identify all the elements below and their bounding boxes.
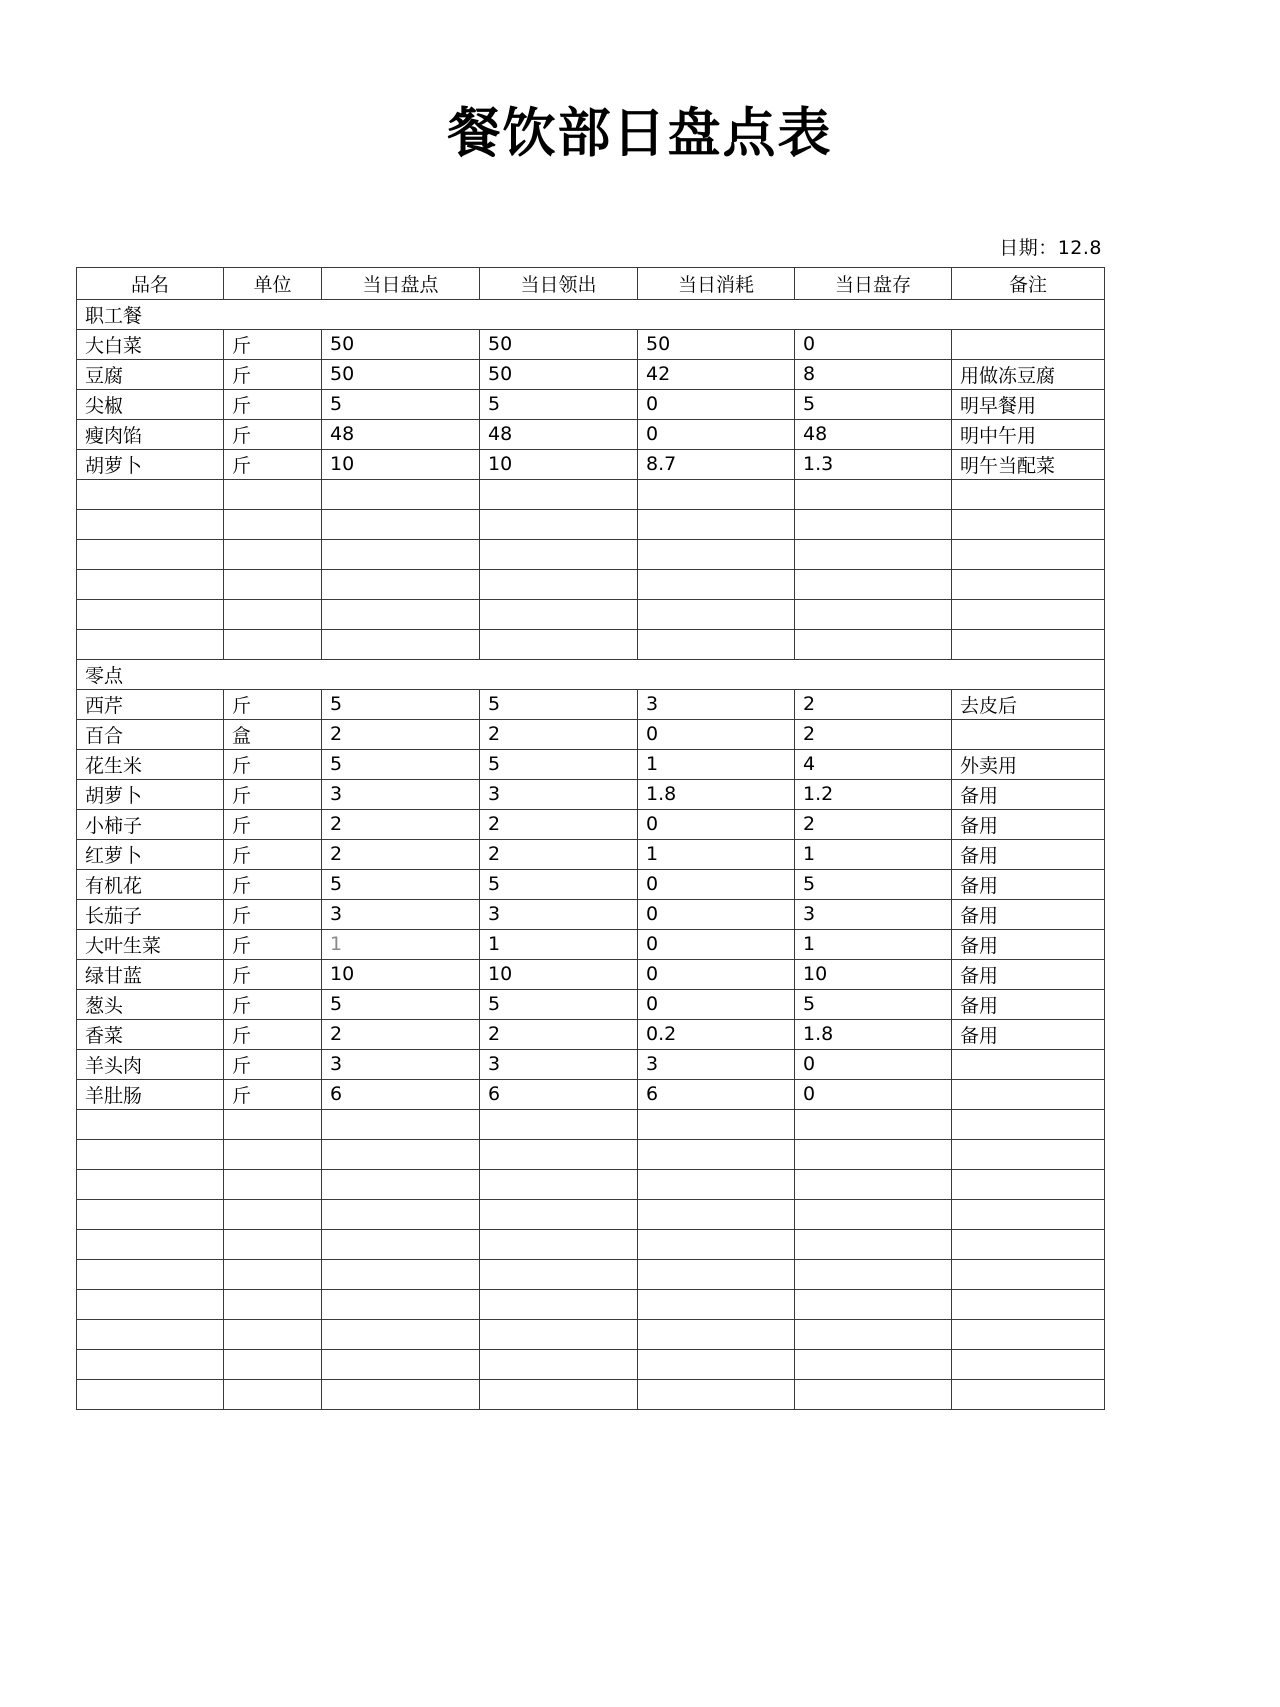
cell-empty-name [77,1259,224,1289]
table-row [77,389,1105,419]
cell-stock: 1 [795,839,952,869]
cell-empty-unit [224,1139,322,1169]
cell-empty-count [322,569,480,599]
cell-name: 葱头 [77,989,224,1019]
cell-empty-unit [224,629,322,659]
cell-empty-count [322,599,480,629]
table-row [77,1079,1105,1109]
cell-issued: 5 [480,989,638,1019]
cell-issued: 48 [480,419,638,449]
cell-empty-unit [224,599,322,629]
cell-unit: 斤 [224,419,322,449]
cell-unit: 斤 [224,989,322,1019]
section-title: 职工餐 [77,299,1105,329]
cell-empty-stock [795,569,952,599]
cell-empty-count [322,479,480,509]
cell-unit: 盒 [224,719,322,749]
table-row-empty [77,1349,1105,1379]
cell-empty-count [322,1139,480,1169]
table-row-empty [77,1229,1105,1259]
cell-empty-issued [480,479,638,509]
cell-empty-stock [795,1229,952,1259]
cell-empty-consumed [638,1199,795,1229]
cell-issued: 5 [480,389,638,419]
cell-count: 3 [322,899,480,929]
inventory-table [76,267,1105,1410]
cell-name: 长茄子 [77,899,224,929]
cell-count: 2 [322,1019,480,1049]
cell-note: 用做冻豆腐 [952,359,1105,389]
cell-empty-note [952,509,1105,539]
cell-empty-issued [480,1379,638,1409]
cell-stock: 10 [795,959,952,989]
cell-empty-stock [795,539,952,569]
cell-empty-count [322,539,480,569]
cell-count: 5 [322,749,480,779]
cell-issued: 10 [480,449,638,479]
cell-stock: 2 [795,689,952,719]
cell-consumed: 0.2 [638,1019,795,1049]
cell-note: 备用 [952,779,1105,809]
table-row [77,1019,1105,1049]
cell-note: 备用 [952,989,1105,1019]
section-title: 零点 [77,659,1105,689]
cell-count: 5 [322,389,480,419]
cell-empty-consumed [638,1139,795,1169]
cell-empty-consumed [638,1289,795,1319]
cell-count: 5 [322,989,480,1019]
table-row-empty [77,1319,1105,1349]
cell-count: 2 [322,839,480,869]
cell-note: 明中午用 [952,419,1105,449]
cell-unit: 斤 [224,449,322,479]
cell-empty-name [77,1379,224,1409]
cell-stock: 3 [795,899,952,929]
cell-empty-note [952,1379,1105,1409]
cell-empty-name [77,1349,224,1379]
cell-empty-name [77,539,224,569]
cell-issued: 5 [480,749,638,779]
cell-name: 有机花 [77,869,224,899]
cell-count: 50 [322,329,480,359]
cell-empty-stock [795,1259,952,1289]
cell-empty-stock [795,1379,952,1409]
cell-name: 香菜 [77,1019,224,1049]
table-row [77,869,1105,899]
cell-empty-issued [480,1319,638,1349]
table-row-empty [77,569,1105,599]
cell-stock: 2 [795,809,952,839]
cell-empty-name [77,629,224,659]
cell-unit: 斤 [224,1079,322,1109]
cell-issued: 3 [480,1049,638,1079]
cell-consumed: 1.8 [638,779,795,809]
cell-empty-note [952,569,1105,599]
cell-consumed: 3 [638,1049,795,1079]
cell-note: 备用 [952,899,1105,929]
cell-name: 花生米 [77,749,224,779]
cell-count: 5 [322,689,480,719]
cell-name: 豆腐 [77,359,224,389]
cell-empty-issued [480,629,638,659]
table-row-empty [77,539,1105,569]
cell-unit: 斤 [224,1049,322,1079]
cell-empty-unit [224,509,322,539]
cell-consumed: 50 [638,329,795,359]
cell-empty-issued [480,539,638,569]
cell-consumed: 42 [638,359,795,389]
cell-empty-stock [795,1199,952,1229]
cell-empty-consumed [638,599,795,629]
table-row [77,959,1105,989]
cell-issued: 5 [480,689,638,719]
cell-count: 2 [322,809,480,839]
cell-note: 去皮后 [952,689,1105,719]
table-row-empty [77,509,1105,539]
cell-empty-issued [480,1349,638,1379]
cell-unit: 斤 [224,359,322,389]
cell-empty-unit [224,1379,322,1409]
table-row [77,749,1105,779]
cell-stock: 1.8 [795,1019,952,1049]
cell-issued: 2 [480,1019,638,1049]
table-row [77,359,1105,389]
cell-name: 胡萝卜 [77,779,224,809]
cell-empty-name [77,599,224,629]
cell-consumed: 0 [638,899,795,929]
cell-empty-consumed [638,1349,795,1379]
table-row [77,1049,1105,1079]
table-row-empty [77,1109,1105,1139]
cell-empty-count [322,1109,480,1139]
cell-consumed: 6 [638,1079,795,1109]
cell-consumed: 1 [638,839,795,869]
cell-count: 5 [322,869,480,899]
cell-empty-stock [795,629,952,659]
cell-empty-issued [480,1229,638,1259]
cell-issued: 50 [480,359,638,389]
cell-stock: 0 [795,1079,952,1109]
cell-empty-name [77,1319,224,1349]
table-row-empty [77,629,1105,659]
table-header-row [77,267,1105,299]
cell-stock: 1 [795,929,952,959]
date-line [0,233,1280,260]
cell-issued: 10 [480,959,638,989]
table-row [77,449,1105,479]
cell-empty-note [952,629,1105,659]
cell-empty-name [77,1229,224,1259]
cell-note: 备用 [952,959,1105,989]
cell-count: 50 [322,359,480,389]
page-title: 餐饮部日盘点表 [447,103,833,164]
cell-stock: 5 [795,989,952,1019]
cell-count: 3 [322,779,480,809]
cell-empty-consumed [638,1109,795,1139]
cell-empty-count [322,1379,480,1409]
cell-empty-note [952,1319,1105,1349]
cell-empty-consumed [638,1319,795,1349]
cell-empty-stock [795,1169,952,1199]
cell-empty-name [77,569,224,599]
cell-note: 备用 [952,1019,1105,1049]
column-header-consumed: 当日消耗 [638,267,795,299]
cell-empty-consumed [638,1169,795,1199]
cell-stock: 1.3 [795,449,952,479]
cell-issued: 2 [480,719,638,749]
cell-unit: 斤 [224,779,322,809]
cell-empty-consumed [638,479,795,509]
table-row-empty [77,1139,1105,1169]
cell-issued: 5 [480,869,638,899]
table-row [77,809,1105,839]
cell-unit: 斤 [224,929,322,959]
cell-empty-consumed [638,1379,795,1409]
cell-name: 西芹 [77,689,224,719]
inventory-table-wrapper [0,267,1280,1410]
cell-empty-note [952,539,1105,569]
cell-count: 6 [322,1079,480,1109]
cell-empty-name [77,1169,224,1199]
cell-name: 大白菜 [77,329,224,359]
cell-count: 10 [322,959,480,989]
cell-name: 羊肚肠 [77,1079,224,1109]
cell-consumed: 3 [638,689,795,719]
cell-empty-note [952,1109,1105,1139]
cell-empty-consumed [638,509,795,539]
cell-unit: 斤 [224,809,322,839]
cell-name: 羊头肉 [77,1049,224,1079]
section-header-row [77,299,1105,329]
table-row [77,779,1105,809]
cell-empty-stock [795,509,952,539]
table-header [77,267,1105,299]
cell-empty-note [952,1199,1105,1229]
cell-empty-name [77,1199,224,1229]
table-row [77,689,1105,719]
cell-empty-issued [480,1169,638,1199]
cell-empty-issued [480,1199,638,1229]
cell-note: 明午当配菜 [952,449,1105,479]
cell-empty-note [952,1229,1105,1259]
cell-stock: 5 [795,389,952,419]
table-row [77,719,1105,749]
cell-empty-count [322,1259,480,1289]
cell-empty-stock [795,479,952,509]
cell-empty-count [322,509,480,539]
cell-empty-count [322,1169,480,1199]
column-header-issued: 当日领出 [480,267,638,299]
cell-empty-unit [224,539,322,569]
cell-issued: 2 [480,809,638,839]
column-header-note: 备注 [952,267,1105,299]
cell-count: 10 [322,449,480,479]
cell-unit: 斤 [224,959,322,989]
cell-empty-unit [224,569,322,599]
cell-empty-stock [795,1319,952,1349]
section-header-row [77,659,1105,689]
cell-stock: 1.2 [795,779,952,809]
cell-consumed: 8.7 [638,449,795,479]
cell-unit: 斤 [224,1019,322,1049]
column-header-name: 品名 [77,267,224,299]
table-row [77,329,1105,359]
cell-name: 绿甘蓝 [77,959,224,989]
cell-stock: 0 [795,329,952,359]
cell-consumed: 0 [638,389,795,419]
cell-note: 备用 [952,869,1105,899]
table-row-empty [77,1379,1105,1409]
cell-empty-stock [795,1289,952,1319]
cell-empty-unit [224,1199,322,1229]
cell-name: 小柿子 [77,809,224,839]
cell-stock: 4 [795,749,952,779]
cell-empty-unit [224,479,322,509]
cell-empty-count [322,1289,480,1319]
column-header-unit: 单位 [224,267,322,299]
cell-count: 3 [322,1049,480,1079]
column-header-count: 当日盘点 [322,267,480,299]
cell-empty-unit [224,1349,322,1379]
cell-note [952,1079,1105,1109]
cell-consumed: 0 [638,809,795,839]
cell-issued: 3 [480,899,638,929]
cell-empty-consumed [638,1229,795,1259]
cell-issued: 1 [480,929,638,959]
cell-unit: 斤 [224,329,322,359]
cell-empty-note [952,1169,1105,1199]
cell-consumed: 0 [638,869,795,899]
cell-name: 尖椒 [77,389,224,419]
cell-name: 大叶生菜 [77,929,224,959]
cell-count: 2 [322,719,480,749]
cell-empty-count [322,1349,480,1379]
cell-name: 红萝卜 [77,839,224,869]
cell-empty-note [952,1289,1105,1319]
cell-count: 48 [322,419,480,449]
table-row [77,899,1105,929]
cell-empty-count [322,1199,480,1229]
cell-empty-consumed [638,539,795,569]
table-row [77,419,1105,449]
cell-name: 胡萝卜 [77,449,224,479]
cell-empty-unit [224,1319,322,1349]
cell-empty-unit [224,1229,322,1259]
cell-empty-unit [224,1289,322,1319]
cell-empty-count [322,629,480,659]
cell-consumed: 1 [638,749,795,779]
cell-consumed: 0 [638,929,795,959]
table-body [77,299,1105,1409]
cell-note: 备用 [952,839,1105,869]
cell-consumed: 0 [638,989,795,1019]
cell-empty-count [322,1319,480,1349]
cell-note: 备用 [952,809,1105,839]
table-row [77,839,1105,869]
cell-empty-issued [480,1109,638,1139]
cell-issued: 50 [480,329,638,359]
cell-empty-consumed [638,1259,795,1289]
cell-empty-name [77,1109,224,1139]
cell-empty-name [77,509,224,539]
cell-empty-note [952,599,1105,629]
cell-note [952,719,1105,749]
cell-empty-consumed [638,629,795,659]
cell-count: 1 [322,929,480,959]
cell-empty-count [322,1229,480,1259]
cell-unit: 斤 [224,869,322,899]
cell-empty-issued [480,599,638,629]
table-row [77,989,1105,1019]
cell-empty-name [77,1289,224,1319]
cell-unit: 斤 [224,899,322,929]
table-row-empty [77,1259,1105,1289]
table-row-empty [77,599,1105,629]
cell-unit: 斤 [224,389,322,419]
cell-empty-name [77,479,224,509]
table-row-empty [77,479,1105,509]
cell-empty-note [952,1349,1105,1379]
cell-unit: 斤 [224,839,322,869]
cell-empty-note [952,1139,1105,1169]
cell-stock: 8 [795,359,952,389]
cell-stock: 5 [795,869,952,899]
cell-note: 外卖用 [952,749,1105,779]
cell-stock: 0 [795,1049,952,1079]
cell-empty-unit [224,1259,322,1289]
cell-empty-unit [224,1109,322,1139]
cell-empty-name [77,1139,224,1169]
cell-issued: 3 [480,779,638,809]
cell-empty-note [952,1259,1105,1289]
cell-empty-issued [480,1289,638,1319]
cell-empty-issued [480,509,638,539]
table-row-empty [77,1169,1105,1199]
cell-empty-consumed [638,569,795,599]
cell-empty-issued [480,1259,638,1289]
cell-empty-stock [795,1349,952,1379]
table-row-empty [77,1289,1105,1319]
cell-empty-unit [224,1169,322,1199]
cell-empty-stock [795,599,952,629]
cell-unit: 斤 [224,749,322,779]
cell-consumed: 0 [638,719,795,749]
cell-note [952,1049,1105,1079]
cell-note: 备用 [952,929,1105,959]
table-row-empty [77,1199,1105,1229]
cell-note [952,329,1105,359]
cell-issued: 2 [480,839,638,869]
cell-empty-stock [795,1139,952,1169]
cell-consumed: 0 [638,959,795,989]
cell-stock: 48 [795,419,952,449]
date-label: 日期：12.8 [999,236,1102,259]
cell-unit: 斤 [224,689,322,719]
cell-empty-note [952,479,1105,509]
cell-empty-issued [480,1139,638,1169]
cell-empty-issued [480,569,638,599]
cell-note: 明早餐用 [952,389,1105,419]
cell-issued: 6 [480,1079,638,1109]
cell-empty-stock [795,1109,952,1139]
cell-name: 瘦肉馅 [77,419,224,449]
cell-name: 百合 [77,719,224,749]
table-row [77,929,1105,959]
cell-consumed: 0 [638,419,795,449]
column-header-stock: 当日盘存 [795,267,952,299]
cell-stock: 2 [795,719,952,749]
